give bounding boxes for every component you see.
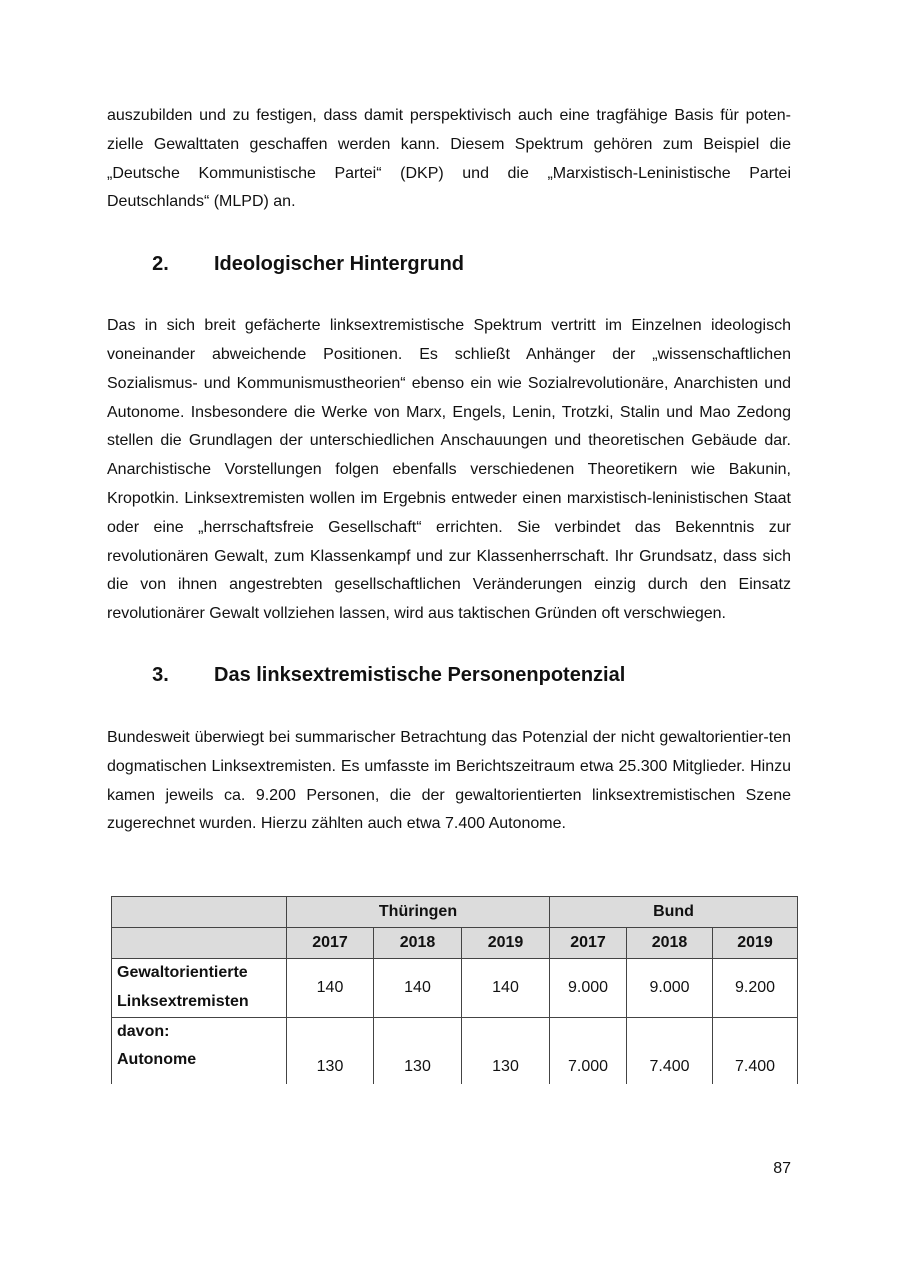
year-header: 2019 — [713, 928, 798, 959]
row-label — [112, 1017, 287, 1084]
paragraph-ideology: Das in sich breit gefächerte linksextremistische Spektrum vertritt im Einzelnen ideologisch voneinander abweichende Positionen. Es schließt Anhänger der „wissenschaftlichen Sozialismus- und Kommunismustheorien“ ebenso ein wie Sozialrevolutionäre, Anarchisten und Autonome. Insbesondere die Werke von Marx, Engels, Lenin, Trotzki, Stalin und Mao Zedong stellen die Grundlagen der unterschiedlichen Anschauungen und theoretischen Gebäude dar. Anarchistische Vorstellungen folgen ebenfalls verschiedenen Theoretikern wie Bakunin, Kropotkin. Linksextremisten wollen im Ergebnis entweder einen marxistisch-leninistischen Staat oder eine „herrschaftsfreie Gesellschaft“ errichten. Sie verbindet das Bekenntnis zur revolutionären Gewalt, zum Klassenkampf und zur Klassenherrschaft. Ihr Grundsatz, dass sich die von ihnen angestrebten gesellschaftlichen Veränderungen einzig durch den Einsatz revolutionärer Gewalt vollziehen lassen, wird aus taktischen Gründen oft verschwiegen. — [107, 317, 791, 623]
row-label-line: Linksextremisten — [117, 992, 249, 1010]
table-cell: 130 — [462, 1017, 550, 1084]
row-label-line: Gewaltorientierte — [117, 964, 248, 981]
year-header: 2017 — [550, 928, 627, 959]
year-header: 2017 — [287, 928, 374, 959]
paragraph-potential: Bundesweit überwiegt bei summarischer Betrachtung das Potenzial der nicht gewaltorientier-ten dogmatischen Linksextremisten. Es umfasste im Berichtszeitraum etwa 25.300 Mitglieder. Hinzu kamen jeweils ca. 9.200 Personen, die der gewaltorientierten linksextremistischen Szene zugerechnet wurden. Hierzu zählten auch etwa 7.400 Autonome. — [107, 728, 791, 833]
table-cell: 9.000 — [627, 959, 713, 1018]
table-row — [112, 1017, 798, 1084]
table-corner-cell — [112, 897, 287, 928]
year-header: 2019 — [462, 928, 550, 959]
row-label-line: davon: — [117, 1022, 170, 1040]
paragraph-intro: auszubilden und zu festigen, dass damit perspektivisch auch eine tragfähige Basis für poten-zielle Gewalttaten geschaffen werden kann. Diesem Spektrum gehören zum Beispiel die „Deutsche Kommunistische Partei“ (DKP) und die „Marxistisch-Leninistische Partei Deutschlands“ (MLPD) an. — [107, 107, 791, 211]
document-body — [107, 100, 791, 839]
table-cell: 140 — [287, 959, 374, 1018]
table-corner-cell — [112, 928, 287, 959]
row-label — [112, 959, 287, 1018]
section-title: Das linksextremistische Personenpotenzial — [214, 663, 626, 686]
table-cell: 140 — [374, 959, 462, 1018]
row-label-line: Autonome — [117, 1051, 197, 1069]
year-header: 2018 — [627, 928, 713, 959]
table-cell: 7.000 — [550, 1017, 627, 1084]
group-header-thueringen: Thüringen — [287, 897, 550, 928]
statistics-table — [111, 896, 798, 1084]
table-cell: 130 — [374, 1017, 462, 1084]
table-cell: 140 — [462, 959, 550, 1018]
table-cell: 9.200 — [713, 959, 798, 1018]
section-heading-2 — [107, 250, 791, 278]
table-cell: 7.400 — [627, 1017, 713, 1084]
group-header-bund: Bund — [550, 897, 798, 928]
section-heading-3 — [107, 661, 791, 689]
table-year-header-row — [112, 928, 798, 959]
page-number: 87 — [773, 1160, 791, 1177]
table-cell: 9.000 — [550, 959, 627, 1018]
statistics-table-wrapper — [111, 896, 797, 1084]
year-header: 2018 — [374, 928, 462, 959]
table-row — [112, 959, 798, 1018]
section-number: 2. — [152, 253, 169, 276]
section-title: Ideologischer Hintergrund — [214, 253, 465, 276]
table-cell: 130 — [287, 1017, 374, 1084]
section-number: 3. — [152, 663, 169, 686]
table-cell: 7.400 — [713, 1017, 798, 1084]
table-group-header-row — [112, 897, 798, 928]
